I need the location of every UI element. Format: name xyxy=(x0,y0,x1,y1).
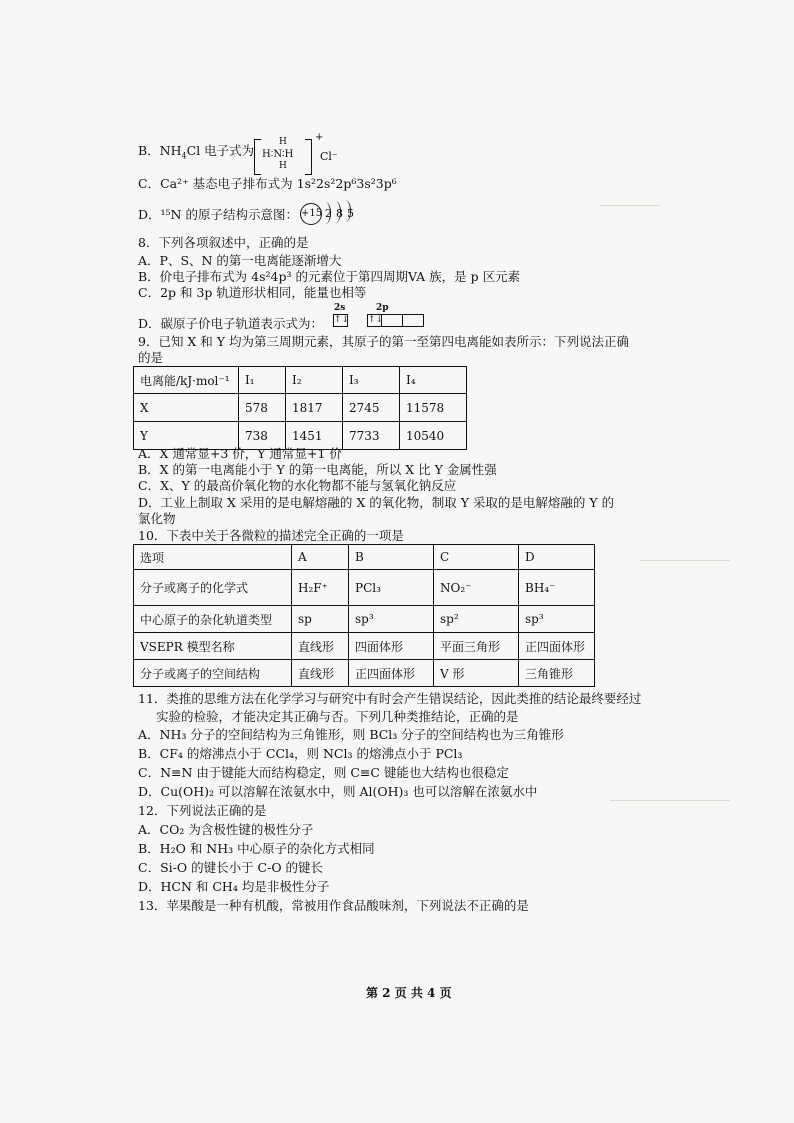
table-header-cell: 选项 xyxy=(134,545,292,570)
q7-option-c: C．Ca²⁺ 基态电子排布式为 1s²2s²2p⁶3s²3p⁶ xyxy=(138,176,397,191)
table-cell: VSEPR 模型名称 xyxy=(134,633,292,660)
orbital-label-2s: 2s xyxy=(334,303,346,313)
table-cell: 2745 xyxy=(342,394,399,422)
table-cell: sp xyxy=(292,606,349,633)
particle-description-table xyxy=(133,544,595,687)
orbital-diagram xyxy=(333,314,422,330)
table-header-cell: C xyxy=(434,545,519,570)
page-footer: 第 2 页 共 4 页 xyxy=(366,986,452,1000)
q9-option-d-line2: 氯化物 xyxy=(138,511,176,526)
q8-option-c: C．2p 和 3p 轨道形状相同，能量也相等 xyxy=(138,285,367,300)
table-cell: 分子或离子的化学式 xyxy=(134,570,292,606)
table-row xyxy=(134,394,467,422)
table-cell: H₂F⁺ xyxy=(292,570,349,606)
table-cell: 11578 xyxy=(399,394,466,422)
table-cell: NO₂⁻ xyxy=(434,570,519,606)
table-cell: sp² xyxy=(434,606,519,633)
table-cell: 直线形 xyxy=(292,633,349,660)
q9-stem-line2: 的是 xyxy=(138,350,164,365)
q8-option-d: D．碳原子价电子轨道表示式为： xyxy=(138,316,324,331)
q8-option-b: B．价电子排布式为 4s²4p³ 的元素位于第四周期VA 族，是 p 区元素 xyxy=(138,269,521,284)
table-header-cell: I₁ xyxy=(239,367,286,394)
q8-stem: 8．下列各项叙述中，正确的是 xyxy=(138,235,309,250)
table-cell: Y xyxy=(134,422,239,450)
table-cell: 10540 xyxy=(399,422,466,450)
shell-count-3: 5 xyxy=(347,207,354,220)
table-cell: 中心原子的杂化轨道类型 xyxy=(134,606,292,633)
q9-option-b: B．X 的第一电离能小于 Y 的第一电离能，所以 X 比 Y 金属性强 xyxy=(138,462,497,477)
table-cell: 直线形 xyxy=(292,660,349,687)
ionization-energy-table xyxy=(133,366,467,450)
q9-option-a: A．X 通常显+3 价，Y 通常显+1 价 xyxy=(138,446,342,461)
orbital-box-2p-1: ↑↓ xyxy=(368,315,384,325)
q7-option-b: B．$NH_4Cl$ 电子式为 xyxy=(138,143,255,161)
table-header-cell: D xyxy=(519,545,595,570)
shell-count-1: 2 xyxy=(325,207,332,220)
table-cell: 7733 xyxy=(342,422,399,450)
lewis-h-top: H xyxy=(279,137,287,147)
chloride-ion: Cl⁻ xyxy=(320,150,338,163)
table-cell: 1817 xyxy=(285,394,342,422)
table-row xyxy=(134,606,595,633)
table-cell: BH₄⁻ xyxy=(519,570,595,606)
table-cell: PCl₃ xyxy=(349,570,434,606)
table-cell: 正四面体形 xyxy=(349,660,434,687)
table-cell: V 形 xyxy=(434,660,519,687)
q11-stem-line2: 实验的检验，才能决定其正确与否。下列几种类推结论，正确的是 xyxy=(156,709,519,724)
nucleus-circle: +15 xyxy=(300,203,322,225)
table-cell: 738 xyxy=(239,422,286,450)
q10-stem: 10．下表中关于各微粒的描述完全正确的一项是 xyxy=(138,528,404,543)
lewis-bracket-right xyxy=(305,139,312,175)
table-row xyxy=(134,633,595,660)
q9-option-d-line1: D．工业上制取 X 采用的是电解熔融的 X 的氧化物，制取 Y 采取的是电解熔融的 Y 的 xyxy=(138,495,615,510)
table-cell: 正四面体形 xyxy=(519,633,595,660)
table-header-cell: B xyxy=(349,545,434,570)
table-cell: sp³ xyxy=(519,606,595,633)
table-header-cell: 电离能/kJ·mol⁻¹ xyxy=(134,367,239,394)
table-header-row xyxy=(134,367,467,394)
table-row xyxy=(134,660,595,687)
lewis-center: H∶N∶H xyxy=(262,149,294,160)
q12-option-c: C．Si-O 的键长小于 C-O 的键长 xyxy=(138,860,324,875)
table-header-cell: I₂ xyxy=(285,367,342,394)
orbital-box-2s: ↑↓ xyxy=(334,315,350,325)
q9-stem-line1: 9．已知 X 和 Y 均为第三周期元素，其原子的第一至第四电离能如表所示：下列说法正确 xyxy=(138,334,629,349)
q11-stem-line1: 11．类推的思维方法在化学学习与研究中有时会产生错误结论，因此类推的结论最终要经过 xyxy=(138,691,642,706)
orbital-label-2p: 2p xyxy=(376,303,389,313)
q11-option-c: C．N≡N 由于键能大而结构稳定，则 C≡C 键能也大结构也很稳定 xyxy=(138,765,509,780)
table-cell: 1451 xyxy=(285,422,342,450)
table-cell: X xyxy=(134,394,239,422)
table-header-cell: I₃ xyxy=(342,367,399,394)
lewis-bracket-left xyxy=(254,139,261,175)
q12-stem: 12．下列说法正确的是 xyxy=(138,803,267,818)
q8-option-a: A．P、S、N 的第一电离能逐渐增大 xyxy=(138,253,342,268)
table-cell: 平面三角形 xyxy=(434,633,519,660)
table-header-cell: A xyxy=(292,545,349,570)
q13-stem: 13．苹果酸是一种有机酸，常被用作食品酸味剂，下列说法不正确的是 xyxy=(138,898,529,913)
table-cell: 四面体形 xyxy=(349,633,434,660)
table-cell: sp³ xyxy=(349,606,434,633)
table-row xyxy=(134,570,595,606)
orbital-box-2p-3 xyxy=(402,314,424,327)
q11-option-d: D．Cu(OH)₂ 可以溶解在浓氨水中，则 Al(OH)₃ 也可以溶解在浓氨水中 xyxy=(138,784,538,799)
table-header-row xyxy=(134,545,595,570)
table-cell: 分子或离子的空间结构 xyxy=(134,660,292,687)
q12-option-a: A．CO₂ 为含极性键的极性分子 xyxy=(138,822,314,837)
lewis-charge: + xyxy=(315,132,324,143)
lewis-h-bottom: H xyxy=(279,161,287,171)
q11-option-a: A．NH₃ 分子的空间结构为三角锥形，则 BCl₃ 分子的空间结构也为三角锥形 xyxy=(138,727,564,742)
table-cell: 578 xyxy=(239,394,286,422)
table-header-cell: I₄ xyxy=(399,367,466,394)
table-cell: 三角锥形 xyxy=(519,660,595,687)
q12-option-d: D．HCN 和 CH₄ 均是非极性分子 xyxy=(138,879,330,894)
orbital-box-2p-2 xyxy=(381,314,403,327)
shell-count-2: 8 xyxy=(336,207,343,220)
q7-option-d: D．¹⁵N 的原子结构示意图： xyxy=(138,207,298,222)
q11-option-b: B．CF₄ 的熔沸点小于 CCl₄，则 NCl₃ 的熔沸点小于 PCl₃ xyxy=(138,746,463,761)
q12-option-b: B．H₂O 和 NH₃ 中心原子的杂化方式相同 xyxy=(138,841,375,856)
q9-option-c: C．X、Y 的最高价氧化物的水化物都不能与氢氧化钠反应 xyxy=(138,478,457,493)
